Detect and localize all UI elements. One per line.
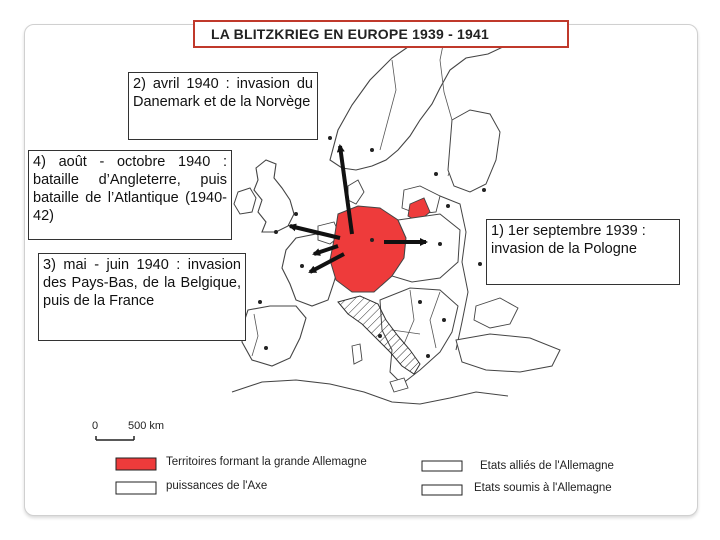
scale-zero: 0 bbox=[92, 420, 99, 432]
sicily bbox=[390, 378, 408, 392]
callout-britain-atlantic: 4) août - octobre 1940 : bataille d’Angleterre, puis bataille de l’Atlantique (1940-42) bbox=[28, 150, 232, 240]
sardinia bbox=[352, 344, 362, 364]
ireland bbox=[234, 188, 256, 214]
scale-bar bbox=[96, 436, 134, 440]
callout-poland: 1) 1er septembre 1939 : invasion de la Pologne bbox=[486, 219, 680, 285]
finland-outline bbox=[448, 110, 500, 192]
great-britain bbox=[254, 160, 294, 232]
legend-swatch-allies bbox=[422, 461, 462, 471]
legend-swatch-grande-allemagne bbox=[116, 458, 156, 470]
scale-distance: 500 km bbox=[128, 420, 165, 432]
denmark bbox=[348, 180, 364, 204]
legend-swatch-soumis bbox=[422, 485, 462, 495]
iberia bbox=[242, 306, 306, 366]
legend-soumis: Etats soumis à l'Allemagne bbox=[474, 482, 612, 494]
legend-allies: Etats alliés de l'Allemagne bbox=[480, 460, 614, 472]
legend-swatch-axe bbox=[116, 482, 156, 494]
legend-grande-allemagne: Territoires formant la grande Allemagne bbox=[166, 456, 367, 468]
grande-allemagne-territory bbox=[330, 206, 406, 292]
map-title: LA BLITZKRIEG EN EUROPE 1939 - 1941 bbox=[193, 20, 569, 48]
callout-lowlands-france: 3) mai - juin 1940 : invasion des Pays-Bas, de la Belgique, puis de la France bbox=[38, 253, 246, 341]
black-sea bbox=[474, 298, 518, 328]
north-africa-coast bbox=[232, 380, 508, 404]
legend-axe: puissances de l'Axe bbox=[166, 480, 268, 492]
turkey bbox=[456, 334, 560, 372]
callout-denmark-norway: 2) avril 1940 : invasion du Danemark et de la Norvège bbox=[128, 72, 318, 140]
